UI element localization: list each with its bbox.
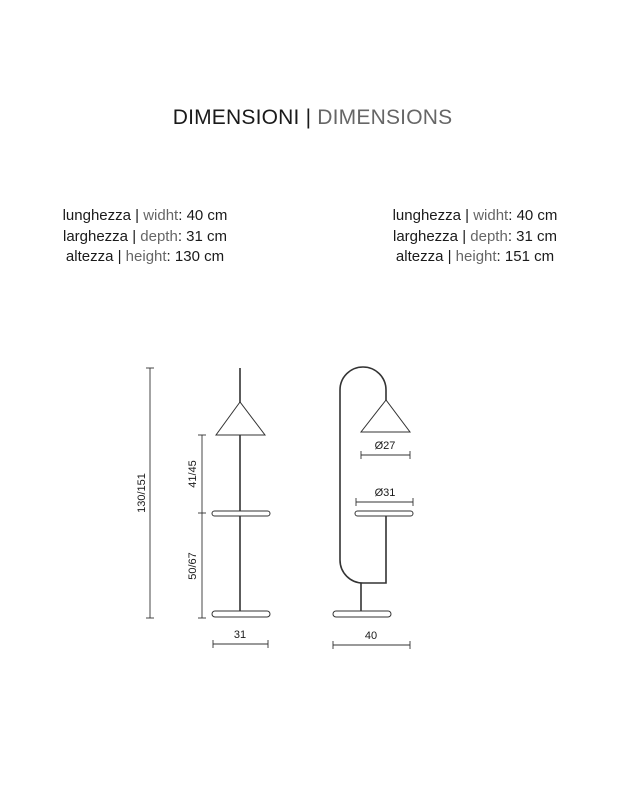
title-english: DIMENSIONS: [317, 106, 453, 129]
total-height-label: 130/151: [136, 473, 148, 513]
spec-line-depth: larghezza | depth: 31 cm: [62, 227, 227, 245]
lower-height-label: 50/67: [187, 552, 199, 580]
upper-height-label: 41/45: [187, 460, 199, 488]
tray-diameter-label: Ø31: [374, 487, 396, 499]
tray-diameter-dimension: [356, 498, 413, 506]
front-width-dimension: [333, 641, 410, 649]
spec-line-height: altezza | height: 151 cm: [395, 248, 555, 265]
shade-diameter-label: Ø27: [374, 440, 396, 452]
side-width-label: 31: [233, 629, 247, 641]
side-width-dimension: [213, 640, 268, 648]
side-view-lamp: [212, 368, 270, 617]
title-separator: |: [299, 106, 318, 129]
front-width-label: 40: [364, 630, 378, 642]
title-italian: DIMENSIONI: [172, 106, 300, 129]
upper-height-dimension: [198, 435, 206, 513]
shade-diameter-dimension: [361, 451, 410, 459]
spec-line-height: altezza | height: 130 cm: [65, 248, 225, 265]
spec-line-depth: larghezza | depth: 31 cm: [392, 227, 557, 245]
spec-line-length: lunghezza | widht: 40 cm: [62, 207, 228, 224]
lower-height-dimension: [198, 513, 206, 618]
spec-line-length: lunghezza | widht: 40 cm: [392, 207, 558, 224]
front-view-lamp: [333, 367, 413, 617]
